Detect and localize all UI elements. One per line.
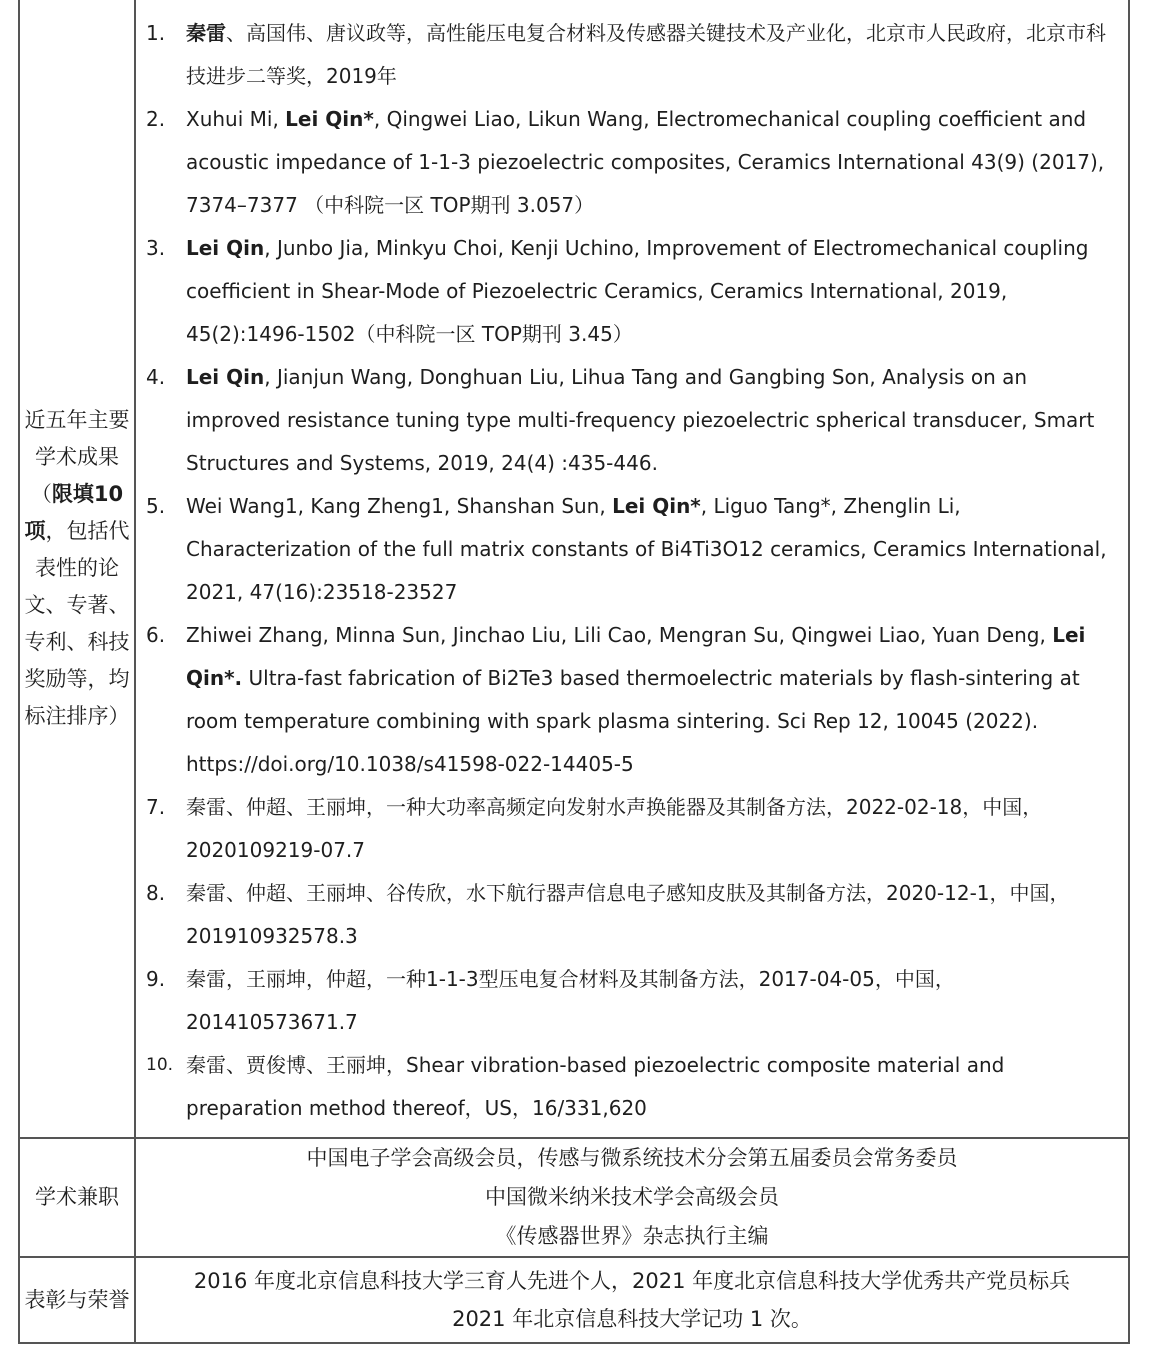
- publication-text: Wei Wang1, Kang Zheng1, Shanshan Sun,: [186, 494, 613, 518]
- author-highlight: 秦雷: [186, 21, 226, 45]
- publications-label-part1: 近五年主要学术成果（: [24, 408, 130, 506]
- publications-label-part2: ，包括代表性的论文、专著、专利、科技奖励等，均标注排序）: [24, 519, 130, 728]
- publications-label-bold: 限填10项: [24, 482, 124, 543]
- publication-item: [136, 227, 1128, 356]
- author-highlight: Lei Qin: [186, 236, 265, 260]
- publication-item: [136, 958, 1128, 1044]
- publication-item: [136, 786, 1128, 872]
- academic-roles-cell: [135, 1138, 1129, 1257]
- publication-text: 秦雷、贾俊博、王丽坤，Shear vibration-based piezoelectric composite material and preparation method thereof，US，16/331,620: [186, 1053, 1005, 1120]
- publications-label-cell: [19, 0, 135, 1138]
- publication-text: , Liguo Tang*, Zhenglin Li, Characterization of the full matrix constants of Bi4Ti3O12 ceramics, Ceramics International, 2021, 47(16):23518-23527: [186, 494, 1107, 604]
- publications-list: [136, 0, 1128, 1130]
- academic-role-line: 《传感器世界》杂志执行主编: [495, 1224, 769, 1248]
- academic-roles-label: 学术兼职: [19, 1138, 135, 1257]
- publications-row: [19, 0, 1129, 1138]
- publication-number: 8.: [146, 881, 166, 905]
- publications-list-cell: [135, 0, 1129, 1138]
- honors-label: 表彰与荣誉: [19, 1257, 135, 1343]
- publication-item: [136, 98, 1128, 227]
- publication-text: , Qingwei Liao, Likun Wang, Electromechanical coupling coefficient and acoustic impedance of 1-1-3 piezoelectric composites, Ceramics International 43(9) (2017), 7374–7377 （中科院一区 TOP期刊 3.057）: [186, 107, 1105, 217]
- publication-number: 1.: [146, 21, 166, 45]
- honors-cell: [135, 1257, 1129, 1343]
- publication-text: , Junbo Jia, Minkyu Choi, Kenji Uchino, Improvement of Electromechanical coupling coefficient in Shear-Mode of Piezoelectric Ceramics, Ceramics International, 2019, 45(2):1496-1502（中科院一区 TOP期刊 3.45）: [186, 236, 1089, 346]
- honors-row: [19, 1257, 1129, 1343]
- author-highlight: Lei Qin*.: [186, 623, 1086, 690]
- publication-text: 秦雷、仲超、王丽坤，一种大功率高频定向发射水声换能器及其制备方法，2022-02-18，中国，2020109219-07.7: [186, 795, 1043, 862]
- publication-item: [136, 485, 1128, 614]
- publication-number: 2.: [146, 107, 166, 131]
- publication-text: 、高国伟、唐议政等，高性能压电复合材料及传感器关键技术及产业化，北京市人民政府，北京市科技进步二等奖，2019年: [186, 21, 1106, 88]
- publication-text: 秦雷、仲超、王丽坤、谷传欣，水下航行器声信息电子感知皮肤及其制备方法，2020-12-1，中国，201910932578.3: [186, 881, 1070, 948]
- publication-number: 10.: [146, 1055, 174, 1075]
- academic-role-line: 中国微米纳米技术学会高级会员: [485, 1185, 779, 1209]
- publication-text: Xuhui Mi,: [186, 107, 286, 131]
- publication-number: 5.: [146, 494, 166, 518]
- publication-number: 6.: [146, 623, 166, 647]
- publication-number: 3.: [146, 236, 166, 260]
- publication-item: [136, 12, 1128, 98]
- honor-line: 2016 年度北京信息科技大学三育人先进个人，2021 年度北京信息科技大学优秀共产党员标兵: [193, 1269, 1071, 1293]
- publication-item: [136, 614, 1128, 786]
- publication-text: 秦雷，王丽坤，仲超，一种1-1-3型压电复合材料及其制备方法，2017-04-05，中国，201410573671.7: [186, 967, 955, 1034]
- author-highlight: Lei Qin*: [612, 494, 701, 518]
- publication-number: 9.: [146, 967, 166, 991]
- academic-role-line: 中国电子学会高级会员，传感与微系统技术分会第五届委员会常务委员: [306, 1146, 958, 1170]
- achievement-form-table: [18, 0, 1130, 1344]
- publication-number: 4.: [146, 365, 166, 389]
- publication-text: Zhiwei Zhang, Minna Sun, Jinchao Liu, Lili Cao, Mengran Su, Qingwei Liao, Yuan Deng,: [186, 623, 1053, 647]
- honor-line: 2021 年北京信息科技大学记功 1 次。: [452, 1307, 812, 1331]
- publication-item: [136, 356, 1128, 485]
- author-highlight: Lei Qin*: [285, 107, 374, 131]
- academic-roles-row: [19, 1138, 1129, 1257]
- publication-text: , Jianjun Wang, Donghuan Liu, Lihua Tang and Gangbing Son, Analysis on an improved resistance tuning type multi-frequency piezoelectric spherical transducer, Smart Structures and Systems, 2019, 24(4) :435-446.: [186, 365, 1095, 475]
- publication-item: [136, 872, 1128, 958]
- publication-number: 7.: [146, 795, 166, 819]
- publication-item: [136, 1044, 1128, 1130]
- author-highlight: Lei Qin: [186, 365, 265, 389]
- publication-text: Ultra-fast fabrication of Bi2Te3 based thermoelectric materials by flash-sintering at room temperature combining with spark plasma sintering. Sci Rep 12, 10045 (2022). https://doi.org/10.1038/s41598-022-14405-5: [186, 666, 1080, 776]
